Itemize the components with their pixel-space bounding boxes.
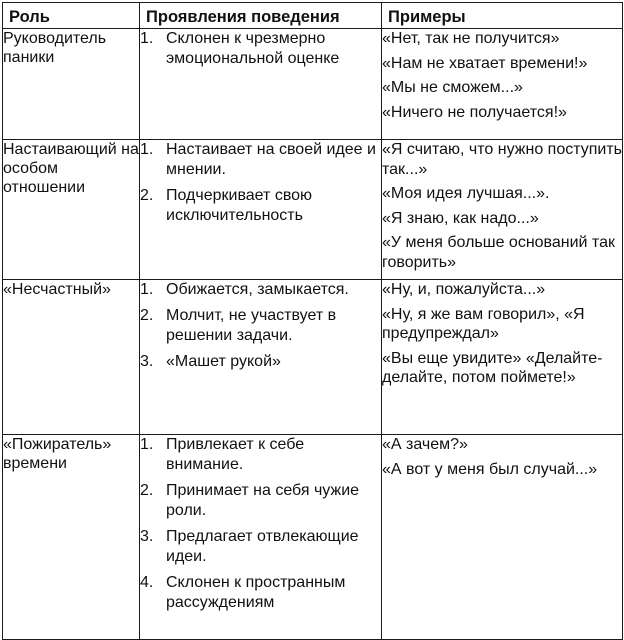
behavior-text: Настаивает на своей идее и мнении. [166,141,376,178]
behavior-number: 3. [140,353,154,370]
behavior-number: 4. [140,574,154,591]
example-quote: «Мы не сможем...» [382,79,523,96]
example-quote: «Ничего не получается!» [382,103,567,121]
example-quote: «Нет, так не получится» [382,30,560,47]
behavior-number: 1. [140,281,154,298]
behavior-item [140,435,381,475]
behavior-item [140,186,381,226]
table-row [3,280,623,435]
behavior-text: Склонен к пространным рассуждениям [166,574,346,611]
behavior-item [140,527,381,567]
behavior-number: 1. [140,30,154,47]
example-quote: «Ну, и, пожалуйста...» [382,281,546,298]
role-cell: Настаивающий на особом отношении [3,140,140,280]
example-quote: «Нам не хватает времени!» [382,54,588,72]
example-quote: «Вы еще увидите» «Делайте-делайте, потом поймете!» [382,349,603,386]
roles-table [2,2,623,640]
behavior-item [140,140,381,180]
behavior-text: Склонен к чрезмерно эмоциональной оценке [166,30,340,67]
behavior-number: 3. [140,528,154,545]
example-quote: «Моя идея лучшая...». [382,185,550,202]
behavior-text: Привлекает к себе внимание. [166,436,305,473]
behavior-item [140,481,381,521]
behavior-number: 2. [140,307,154,324]
header-row [3,3,623,29]
header-examples: Примеры [382,3,623,29]
behavior-number: 2. [140,482,154,499]
example-quote: «А зачем?» [382,436,468,453]
examples-cell [382,29,623,140]
behavior-number: 1. [140,436,154,453]
table-row [3,140,623,280]
example-quote: «Я считаю, что нужно поступить так...» [382,141,622,178]
behavior-text: Подчеркивает свою исключительность [166,187,313,224]
examples-cell [382,280,623,435]
role-cell: «Несчастный» [3,280,140,435]
behavior-cell [140,280,382,435]
example-quote: «У меня больше оснований так говорить» [382,234,615,271]
examples-cell [382,140,623,280]
example-quote: «Я знаю, как надо...» [382,209,539,227]
example-quote: «А вот у меня был случай...» [382,460,598,478]
behavior-text: Молчит, не участвует в решении задачи. [166,307,337,344]
header-role: Роль [3,3,140,29]
behavior-item [140,280,381,300]
behavior-text: Предлагает отвлекающие идеи. [166,528,359,565]
table-row [3,435,623,640]
behavior-number: 1. [140,141,154,158]
example-quote: «Ну, я же вам говорил», «Я предупреждал» [382,305,585,342]
role-cell: Руководитель паники [3,29,140,140]
behavior-text: «Машет рукой» [166,353,281,370]
behavior-item [140,306,381,346]
behavior-cell [140,435,382,640]
behavior-text: Обижается, замыкается. [166,281,349,298]
examples-cell [382,435,623,640]
behavior-text: Принимает на себя чужие роли. [166,482,360,519]
behavior-number: 2. [140,187,154,204]
table-row [3,29,623,140]
header-behavior: Проявления поведения [140,3,382,29]
behavior-item [140,352,381,372]
role-cell: «Пожиратель» времени [3,435,140,640]
behavior-item [140,573,381,613]
behavior-item [140,29,381,69]
behavior-cell [140,29,382,140]
behavior-cell [140,140,382,280]
